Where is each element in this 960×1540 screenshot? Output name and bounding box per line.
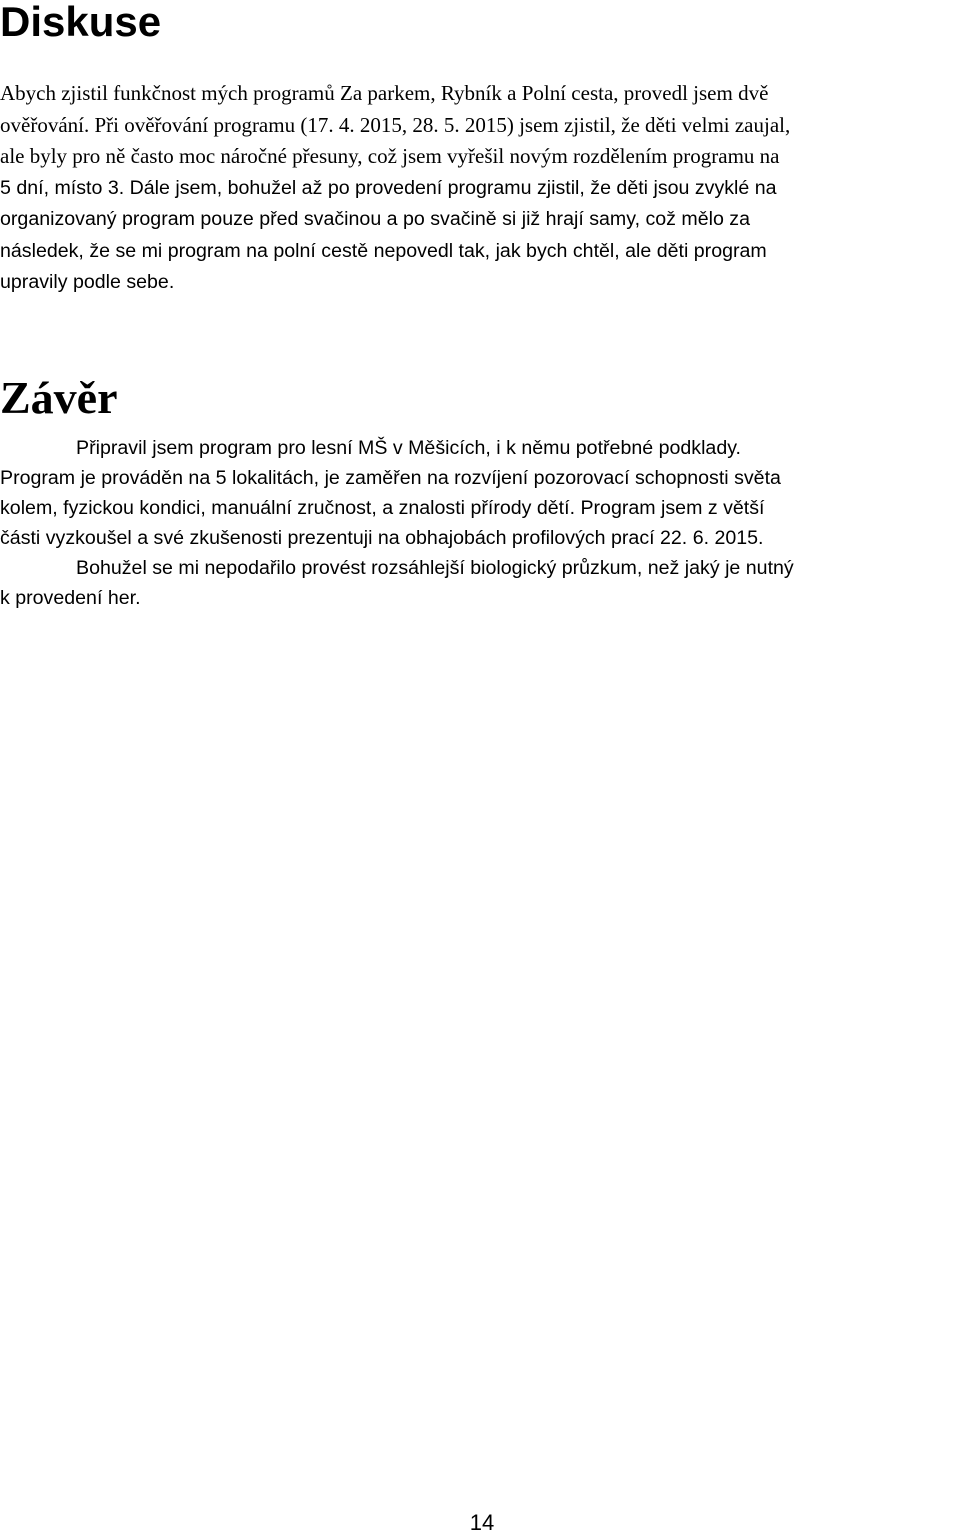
- text-line: k provedení her.: [0, 587, 141, 609]
- page-number: [0, 1510, 960, 1536]
- text-line: následek, že se mi program na polní cestě nepovedl tak, jak bych chtěl, ale děti program: [0, 239, 767, 262]
- text-line: organizovaný program pouze před svačinou a po svačině si již hrají samy, což mělo za: [0, 208, 751, 230]
- discussion-paragraph: [0, 78, 960, 299]
- text-line: Bohužel se mi nepodařilo provést rozsáhlejší biologický průzkum, než jaký je nutný: [76, 557, 794, 579]
- text-fragment: Dále jsem, bohužel až po provedení programu zjistil, že děti jsou zvyklé na: [129, 176, 777, 199]
- text-line: Program je prováděn na 5 lokalitách, je zaměřen na rozvíjení pozorovací schopnosti světa: [0, 467, 781, 489]
- text-line: [0, 173, 960, 205]
- text-fragment: 5 dní, místo 3.: [0, 176, 125, 199]
- text-line: ale byly pro ně často moc náročné přesuny, což jsem vyřešil novým rozdělením programu na: [0, 144, 780, 168]
- text-line: upravily podle sebe.: [0, 271, 175, 293]
- text-line: Abych zjistil funkčnost mých programů Za parkem, Rybník a Polní cesta, provedl jsem dvě: [0, 81, 769, 105]
- section-heading-diskuse: Diskuse: [0, 0, 162, 45]
- text-line: části vyzkoušel a své zkušenosti prezentuji na obhajobách profilových prací 22. 6. 2015.: [0, 527, 764, 549]
- conclusion-paragraph: [0, 433, 960, 613]
- section-heading-zaver: Závěr: [0, 372, 118, 423]
- text-line: kolem, fyzickou kondici, manuální zručnost, a znalosti přírody dětí. Program jsem z větší: [0, 497, 765, 519]
- text-line: ověřování. Při ověřování programu (17. 4. 2015, 28. 5. 2015) jsem zjistil, že děti velmi zaujal,: [0, 112, 791, 137]
- text-line: Připravil jsem program pro lesní MŠ v Měšicích, i k němu potřebné podklady.: [76, 437, 742, 459]
- page-number-text: 14: [469, 1510, 495, 1535]
